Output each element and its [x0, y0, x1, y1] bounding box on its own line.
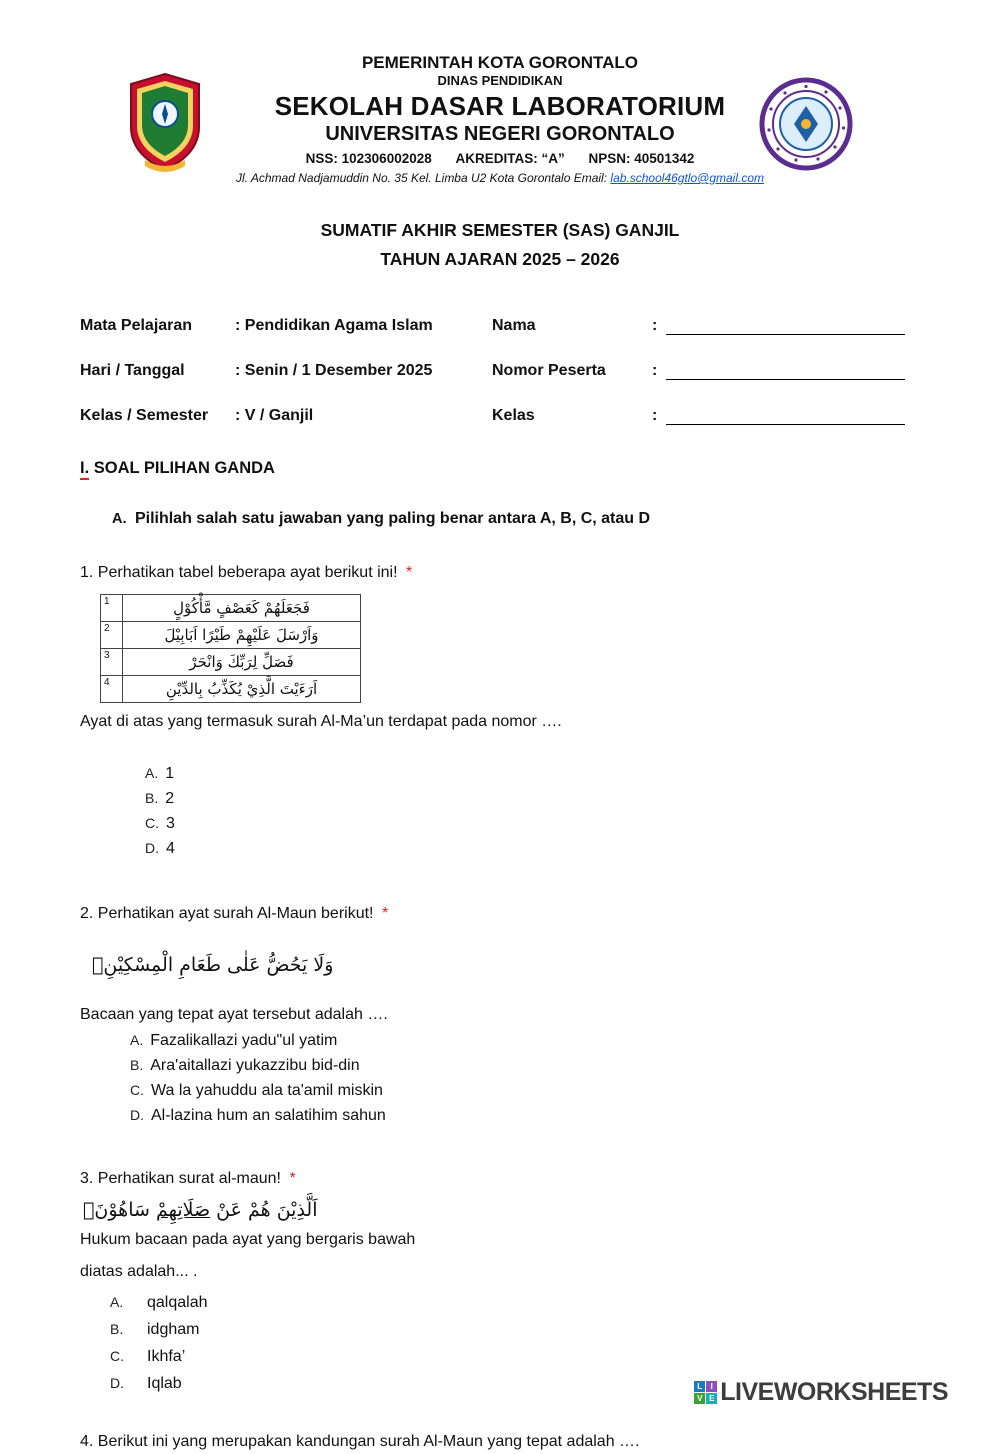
question-4 [80, 1431, 905, 1453]
option-letter: C. [110, 1348, 124, 1365]
question-1-stem [80, 562, 905, 584]
required-asterisk: * [406, 563, 413, 581]
city-crest-logo [125, 72, 205, 172]
arabic-segment: اَلَّذِيْنَ هُمْ عَنْ [210, 1198, 318, 1221]
option-letter: D. [130, 1107, 144, 1124]
required-asterisk: * [289, 1170, 296, 1188]
akreditas-badge: AKREDITAS: “A” [455, 151, 565, 166]
arabic-verse [83, 1199, 318, 1221]
option-text: 2 [165, 790, 175, 808]
liveworksheets-wordmark: LIVEWORKSHEETS [720, 1378, 948, 1406]
option-b[interactable] [110, 1316, 905, 1343]
exam-info-block [80, 316, 905, 425]
info-row-class [80, 406, 905, 425]
letterhead [0, 0, 1000, 186]
question-3-stem [80, 1168, 905, 1190]
info-row-subject [80, 316, 905, 335]
question-2-prompt: Bacaan yang tepat ayat tersebut adalah …. [80, 1005, 388, 1023]
option-letter: D. [145, 840, 159, 857]
option-letter: A. [130, 1032, 144, 1049]
instruction-text: Pilihlah salah satu jawaban yang paling benar antara A, B, C, atau D [134, 509, 651, 527]
university-logo [760, 78, 852, 170]
question-3-text: Perhatikan surat al-maun! [97, 1170, 281, 1188]
subject-value: : Pendidikan Agama Islam [235, 316, 433, 334]
class-semester-label: Kelas / Semester [80, 406, 209, 424]
arabic-segment: سَاهُوْنَۙ [83, 1198, 156, 1221]
logo-square-l: L [694, 1381, 705, 1392]
name-label: Nama [492, 316, 536, 334]
section-title: SOAL PILIHAN GANDA [93, 458, 275, 477]
ayat-text: اَرَءَيْتَ الَّذِيْ يُكَذِّبُ بِالدِّيْنِ [123, 676, 361, 703]
instruction-letter: A. [112, 510, 127, 527]
arabic-verse: وَلَا يَحُضُّ عَلٰى طَعَامِ الْمِسْكِيْنِۗ [92, 953, 334, 976]
address-line [0, 171, 1000, 186]
question-2-options [130, 1028, 905, 1128]
department-line: DINAS PENDIDIKAN [437, 73, 563, 89]
option-a[interactable] [130, 1028, 905, 1053]
logo-square-i: I [706, 1381, 717, 1392]
section-numeral: I. [80, 459, 89, 480]
option-letter: C. [145, 815, 159, 832]
university-name: UNIVERSITAS NEGERI GORONTALO [325, 123, 675, 145]
nss-number: NSS: 102306002028 [305, 151, 432, 166]
option-letter: B. [145, 790, 159, 807]
school-name: SEKOLAH DASAR LABORATORIUM [274, 90, 726, 121]
question-4-stem [80, 1431, 905, 1453]
question-3-number: 3. [80, 1170, 94, 1188]
exam-title-line2: TAHUN AJARAN 2025 – 2026 [380, 248, 620, 269]
question-2-text: Perhatikan ayat surah Al-Maun berikut! [97, 905, 374, 923]
table-row [101, 676, 361, 703]
option-d[interactable] [130, 1103, 905, 1128]
question-1-prompt: Ayat di atas yang termasuk surah Al-Ma’un terdapat pada nomor …. [80, 713, 562, 731]
question-2-stem [80, 903, 905, 925]
ayat-text: وَاَرْسَلَ عَلَيْهِمْ طَيْرًا اَبَابِيْلَ [123, 622, 361, 649]
question-1-text: Perhatikan tabel beberapa ayat berikut ini! [97, 563, 398, 581]
option-b[interactable] [130, 1053, 905, 1078]
question-1-options [145, 761, 905, 861]
row-number: 3 [101, 649, 123, 676]
date-label: Hari / Tanggal [80, 361, 185, 379]
subject-label: Mata Pelajaran [80, 316, 193, 334]
class-semester-value: : V / Ganjil [235, 406, 314, 424]
table-row [101, 595, 361, 622]
option-text: 4 [166, 840, 175, 858]
government-line: PEMERINTAH KOTA GORONTALO [361, 53, 639, 72]
question-4-text: Berikut ini yang merupakan kandungan surah Al-Maun yang tepat adalah …. [97, 1433, 640, 1451]
option-c[interactable] [145, 811, 905, 836]
option-text: Wa la yahuddu ala ta'amil miskin [151, 1082, 383, 1100]
row-number: 4 [101, 676, 123, 703]
option-c[interactable] [130, 1078, 905, 1103]
exam-title-line1: SUMATIF AKHIR SEMESTER (SAS) GANJIL [320, 219, 680, 240]
ayat-text: فَجَعَلَهُمْ كَعَصْفٍ مَّأْكُوْلٍ [123, 595, 361, 622]
option-text: idgham [147, 1321, 200, 1339]
option-a[interactable] [145, 761, 905, 786]
class-label: Kelas [492, 406, 535, 424]
question-3-ayat [83, 1199, 905, 1221]
ayat-text: فَصَلِّ لِرَبِّكَ وَانْحَرْ [123, 649, 361, 676]
exam-title [0, 216, 1000, 274]
option-letter: A. [110, 1294, 124, 1311]
option-text: Ikhfa’ [147, 1348, 186, 1366]
option-letter: A. [145, 765, 159, 782]
option-b[interactable] [145, 786, 905, 811]
option-letter: B. [130, 1057, 144, 1074]
email-link[interactable]: lab.school46gtlo@gmail.com [610, 170, 764, 185]
option-a[interactable] [110, 1289, 905, 1316]
question-2-ayat [92, 954, 905, 976]
required-asterisk: * [381, 905, 389, 923]
question-3-prompt-line2: diatas adalah... . [80, 1262, 198, 1280]
option-text: 1 [165, 765, 175, 783]
class-answer-blank[interactable] [666, 406, 905, 425]
option-letter: B. [110, 1321, 124, 1338]
logo-square-e: E [706, 1393, 717, 1404]
name-colon: : [652, 316, 658, 334]
option-text: Fazalikallazi yadu"ul yatim [150, 1032, 338, 1050]
question-3 [80, 1168, 905, 1397]
liveworksheets-icon [694, 1381, 717, 1404]
question-1 [80, 562, 905, 862]
option-letter: D. [110, 1375, 124, 1392]
option-c[interactable] [110, 1343, 905, 1370]
question-2-number: 2. [80, 905, 94, 923]
question-3-prompt-line1: Hukum bacaan pada ayat yang bergaris bawah [80, 1230, 416, 1248]
table-row [101, 622, 361, 649]
option-text: Iqlab [147, 1375, 182, 1393]
option-letter: C. [130, 1082, 144, 1099]
table-row [101, 649, 361, 676]
option-d[interactable] [145, 836, 905, 861]
row-number: 2 [101, 622, 123, 649]
question-2 [80, 903, 905, 1128]
option-text: Ara'aitallazi yukazzibu bid-din [150, 1057, 360, 1075]
address-text: Jl. Achmad Nadjamuddin No. 35 Kel. Limba U2 Kota Gorontalo Email: [235, 170, 608, 185]
question-4-number: 4. [80, 1433, 94, 1451]
participant-number-blank[interactable] [666, 361, 905, 380]
option-text: Al-lazina hum an salatihim sahun [151, 1107, 386, 1125]
participant-number-colon: : [652, 361, 658, 379]
option-text: 3 [166, 815, 175, 833]
row-number: 1 [101, 595, 123, 622]
date-value: : Senin / 1 Desember 2025 [235, 361, 433, 379]
option-text: qalqalah [147, 1294, 208, 1312]
class-colon: : [652, 406, 658, 424]
info-row-date [80, 361, 905, 380]
ayat-table [100, 594, 361, 703]
npsn-number: NPSN: 40501342 [588, 151, 695, 166]
question-1-number: 1. [80, 563, 94, 581]
arabic-underlined-segment: صَلَاتِهِمْ [155, 1198, 211, 1221]
logo-square-v: V [694, 1393, 705, 1404]
section-heading [80, 459, 1000, 478]
liveworksheets-footer [694, 1378, 948, 1407]
name-answer-blank[interactable] [666, 316, 905, 335]
participant-number-label: Nomor Peserta [492, 361, 606, 379]
section-instruction [112, 510, 1000, 528]
